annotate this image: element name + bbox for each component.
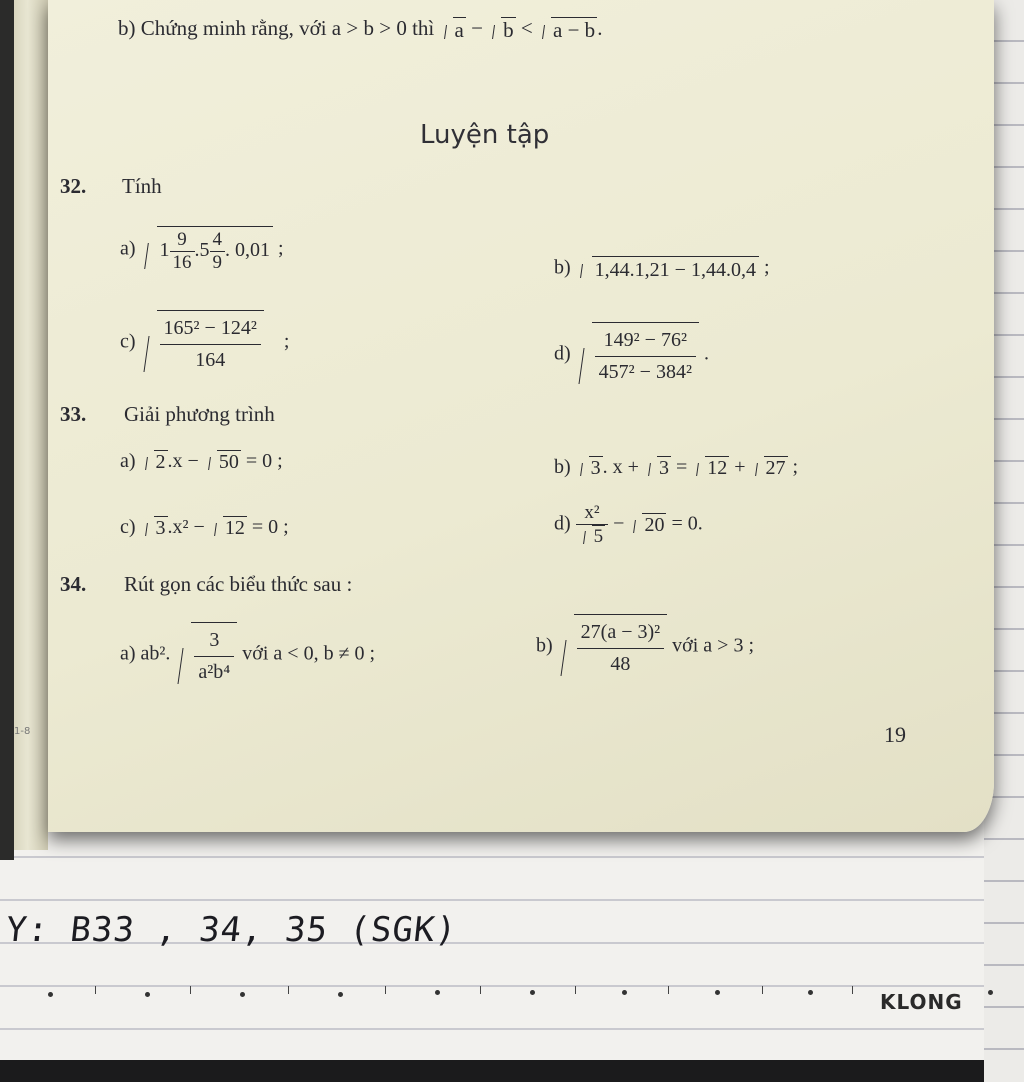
book-spine [14,0,48,850]
notebook-dot-row [40,986,1000,1002]
exercise-34-number: 34. [60,572,87,596]
exercise-32b: b) 1,44.1,21 − 1,44.0,4 ; [554,256,770,281]
exercise-33b: b) 3 . x + 3 = 12 + 27 ; [554,456,799,480]
exercise-34-title: Rút gọn các biểu thức sau : [124,572,353,596]
section-title: Luyện tập [420,120,550,150]
exercise-32-number: 32. [60,174,87,198]
exercise-33-title: Giải phương trình [124,402,275,426]
textbook-page [48,0,994,832]
table-edge [0,0,14,860]
exercise-33c: c) 3 .x² − 12 = 0 ; [120,516,289,540]
exercise-34b: b) $\frac{\text{27(a − 3)²}}{48}$ với a > 3 ; [536,614,754,680]
exercise-32d: d) $\frac{\text{149² − 76²}}{\text{457² − 384²}}$ . [554,322,709,388]
exercise-32-title: Tính [122,174,162,198]
exercise-32a: a) 1 $\frac{9}{16}$ .5 $\frac{4}{9}$ . 0,01 ; [120,226,284,274]
exercise-34a: a) ab². $\frac{3}{\text{a²b⁴}}$ với a < 0, b ≠ 0 ; [120,622,375,688]
notebook-brand-logo: KLONG [880,990,963,1014]
page-number: 19 [884,722,906,747]
exercise-33d: d) $\frac{\text{x²}}{5}$ − 20 = 0. [554,502,703,548]
exercise-33a: a) 2 .x − 50 = 0 ; [120,450,283,474]
sqrt-b: b [488,17,516,43]
sqrt-a: a [440,17,466,43]
sqrt-a-minus-b: a − b [538,17,597,43]
handwritten-note: Y: B33 , 34, 35 (SGK) [3,910,459,950]
exercise-33-number: 33. [60,402,87,426]
margin-mark: 1-8 [14,726,31,737]
exercise-32c: c) $\frac{\text{165² − 124²}}{164}$ ; [120,310,289,376]
intro-line: b) Chứng minh rằng, với a > b > 0 thì a − b < a − b. [118,16,603,43]
